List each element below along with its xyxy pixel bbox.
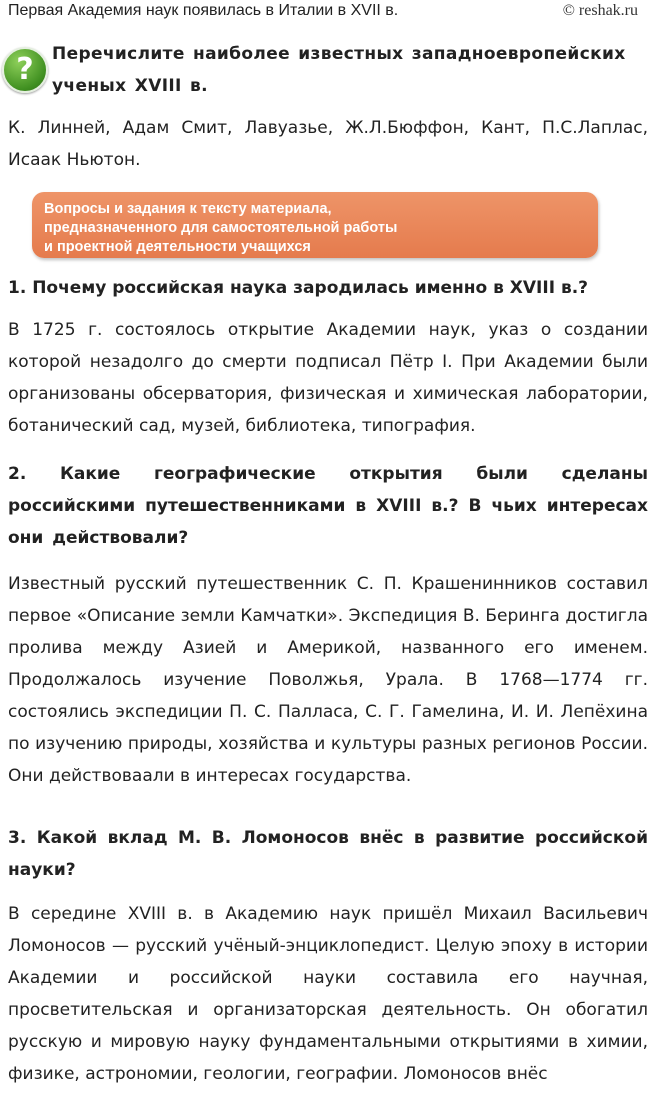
question-answer: К. Линней, Адам Смит, Лавуазье, Ж.Л.Бюффон, Кант, П.С.Лаплас, Исаак Ньютон. — [8, 118, 648, 170]
site-watermark: © reshak.ru — [562, 2, 638, 19]
tasks-banner-line: Вопросы и задания к тексту материала, — [44, 201, 332, 217]
section-3-body: В середине XVIII в. в Академию наук пришёл Михаил Васильевич Ломоносов — русский учёный-энциклопедист. Целую эпоху в истории Академии и российской науки составила его научная, просветительская и организаторская деятельность. Он обогатил русскую и мировую науку фундаментальными открытиями в химии, физике, астрономии, геологии, географии. Ломоносов внёс — [8, 904, 648, 1084]
page-header — [8, 0, 642, 26]
section-1-heading: 1. Почему российская наука зародилась именно в XVIII в.? — [8, 278, 589, 298]
section-3-heading: 3. Какой вклад М. В. Ломоносов внёс в развитие российской науки? — [8, 828, 648, 880]
tasks-banner — [32, 192, 598, 258]
question-mark-icon: ? — [2, 47, 48, 93]
question-block — [0, 30, 650, 110]
section-1-body: В 1725 г. состоялось открытие Академии наук, указ о создании которой незадолго до смерти подписал Пётр I. При Академии были организованы обсерватория, физическая и химическая лаборатории, ботанический сад, музей, библиотека, типография. — [8, 320, 648, 436]
tasks-banner-line: и проектной деятельности учащихся — [44, 239, 311, 255]
question-title: Перечислите наиболее известных западноевропейских ученых XVIII в. — [52, 44, 626, 96]
section-2-heading: 2. Какие географические открытия были сделаны российскими путешественниками в XVIII в.? В чьих интересах они действовали? — [8, 464, 648, 548]
section-2-body: Известный русский путешественник С. П. Крашенинников составил первое «Описание земли Камчатки». Экспедиция В. Беринга достигла пролива между Азией и Америкой, названного его именем. Продолжалось изучение Поволжья, Урала. В 1768—1774 гг. состоялись экспедиции П. С. Палласа, С. Г. Гамелина, И. И. Лепёхина по изучению природы, хозяйства и культуры разных регионов России. Они действоваали в интересах государства. — [8, 574, 648, 786]
header-text: Первая Академия наук появилась в Италии в XVII в. — [8, 2, 399, 19]
tasks-banner-line: предназначенного для самостоятельной работы — [44, 220, 398, 236]
